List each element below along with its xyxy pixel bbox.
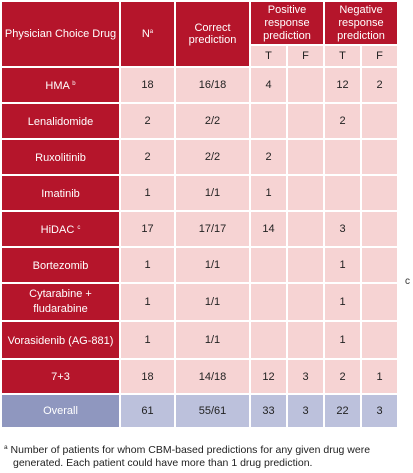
cell-pos-f — [287, 247, 324, 283]
header-drug: Physician Choice Drug — [1, 1, 120, 67]
cell-pos-f — [287, 211, 324, 247]
cell-correct: 16/18 — [175, 67, 250, 103]
cell-pos-t — [250, 321, 287, 359]
cell-neg-t — [324, 139, 361, 175]
cell-neg-t: 2 — [324, 359, 361, 394]
cell-correct: 1/1 — [175, 321, 250, 359]
cell-neg-t: 22 — [324, 394, 361, 428]
cell-n: 18 — [120, 67, 175, 103]
cell-pos-f: 3 — [287, 359, 324, 394]
overall-row — [1, 394, 398, 428]
table-row — [1, 247, 398, 283]
footnote-line-1 — [4, 441, 413, 457]
cell-correct: 1/1 — [175, 247, 250, 283]
drug-footnote-mark: c — [77, 224, 81, 231]
cell-correct: 2/2 — [175, 139, 250, 175]
cell-pos-t: 4 — [250, 67, 287, 103]
table-row — [1, 67, 398, 103]
table-row — [1, 283, 398, 321]
footnote-line-2: generated. Each patient could have more than 1 drug prediction. — [13, 457, 313, 469]
cell-n: 1 — [120, 283, 175, 321]
drug-name-cell — [1, 247, 120, 283]
cell-neg-f — [361, 175, 398, 211]
cell-correct: 2/2 — [175, 103, 250, 139]
cell-neg-t — [324, 175, 361, 211]
cell-correct: 1/1 — [175, 175, 250, 211]
cell-neg-f — [361, 321, 398, 359]
header-n — [120, 1, 175, 67]
cell-pos-t: 33 — [250, 394, 287, 428]
cell-neg-f: 3 — [361, 394, 398, 428]
cell-n: 1 — [120, 321, 175, 359]
footnote-text-1: Number of patients for whom CBM-based predictions for any given drug were — [10, 444, 371, 456]
drug-name: Bortezomib — [32, 259, 89, 272]
cell-n: 2 — [120, 103, 175, 139]
cell-neg-f — [361, 103, 398, 139]
cell-n: 1 — [120, 247, 175, 283]
drug-name: Cytarabine + fludarabine — [29, 288, 92, 315]
cell-pos-t — [250, 247, 287, 283]
drug-name: HiDAC — [40, 223, 75, 236]
drug-name-cell — [1, 211, 120, 247]
cell-neg-t: 2 — [324, 103, 361, 139]
cell-n: 18 — [120, 359, 175, 394]
drug-name: Lenalidomide — [27, 115, 94, 128]
header-negative-response: Negative response prediction — [324, 1, 398, 45]
drug-name-cell — [1, 67, 120, 103]
drug-name-cell — [1, 139, 120, 175]
cell-pos-f: 3 — [287, 394, 324, 428]
header-correct-prediction: Correct prediction — [175, 1, 250, 67]
drug-name: HMA — [45, 79, 70, 92]
drug-name: Overall — [43, 405, 78, 417]
cell-neg-t: 1 — [324, 283, 361, 321]
side-mark: c — [405, 276, 410, 287]
cell-n: 17 — [120, 211, 175, 247]
cell-neg-f: 2 — [361, 67, 398, 103]
drug-name: 7+3 — [51, 371, 70, 383]
cell-neg-t: 1 — [324, 247, 361, 283]
drug-name-cell — [1, 394, 120, 428]
cell-pos-t: 2 — [250, 139, 287, 175]
cell-n: 2 — [120, 139, 175, 175]
drug-footnote-mark: b — [72, 80, 76, 87]
drug-name-cell — [1, 103, 120, 139]
header-positive-response: Positive response prediction — [250, 1, 324, 45]
cell-pos-t — [250, 283, 287, 321]
cell-pos-t — [250, 103, 287, 139]
cell-pos-f — [287, 283, 324, 321]
cell-pos-f — [287, 175, 324, 211]
cell-neg-f — [361, 139, 398, 175]
table-row — [1, 103, 398, 139]
drug-name-cell — [1, 175, 120, 211]
header-negative-f: F — [361, 45, 398, 67]
table-row — [1, 175, 398, 211]
cell-correct: 14/18 — [175, 359, 250, 394]
cell-n: 1 — [120, 175, 175, 211]
cell-pos-f — [287, 321, 324, 359]
header-positive-f: F — [287, 45, 324, 67]
cell-neg-t: 1 — [324, 321, 361, 359]
cell-pos-t: 12 — [250, 359, 287, 394]
cell-pos-t: 1 — [250, 175, 287, 211]
table-row — [1, 211, 398, 247]
footnote-mark: a — [4, 444, 8, 451]
cell-neg-t: 3 — [324, 211, 361, 247]
cell-n: 61 — [120, 394, 175, 428]
cell-neg-t: 12 — [324, 67, 361, 103]
header-negative-t: T — [324, 45, 361, 67]
cell-neg-f: 1 — [361, 359, 398, 394]
cell-neg-f — [361, 211, 398, 247]
cell-correct: 17/17 — [175, 211, 250, 247]
drug-name: Vorasidenib (AG-881) — [7, 334, 114, 347]
cell-pos-f — [287, 103, 324, 139]
header-n-label: N — [141, 28, 150, 40]
table-row — [1, 359, 398, 394]
cell-neg-f — [361, 247, 398, 283]
cell-correct: 55/61 — [175, 394, 250, 428]
cell-neg-f — [361, 283, 398, 321]
cell-correct: 1/1 — [175, 283, 250, 321]
header-n-footnote-mark: a — [149, 29, 154, 35]
cell-pos-t: 14 — [250, 211, 287, 247]
header-positive-t: T — [250, 45, 287, 67]
drug-name-cell — [1, 283, 120, 321]
drug-name-cell — [1, 359, 120, 394]
drug-name: Imatinib — [41, 187, 80, 200]
cell-pos-f — [287, 67, 324, 103]
drug-name-cell — [1, 321, 120, 359]
table-row — [1, 321, 398, 359]
cell-pos-f — [287, 139, 324, 175]
drug-name: Ruxolitinib — [35, 151, 86, 164]
footnote — [4, 441, 413, 470]
table-row — [1, 139, 398, 175]
